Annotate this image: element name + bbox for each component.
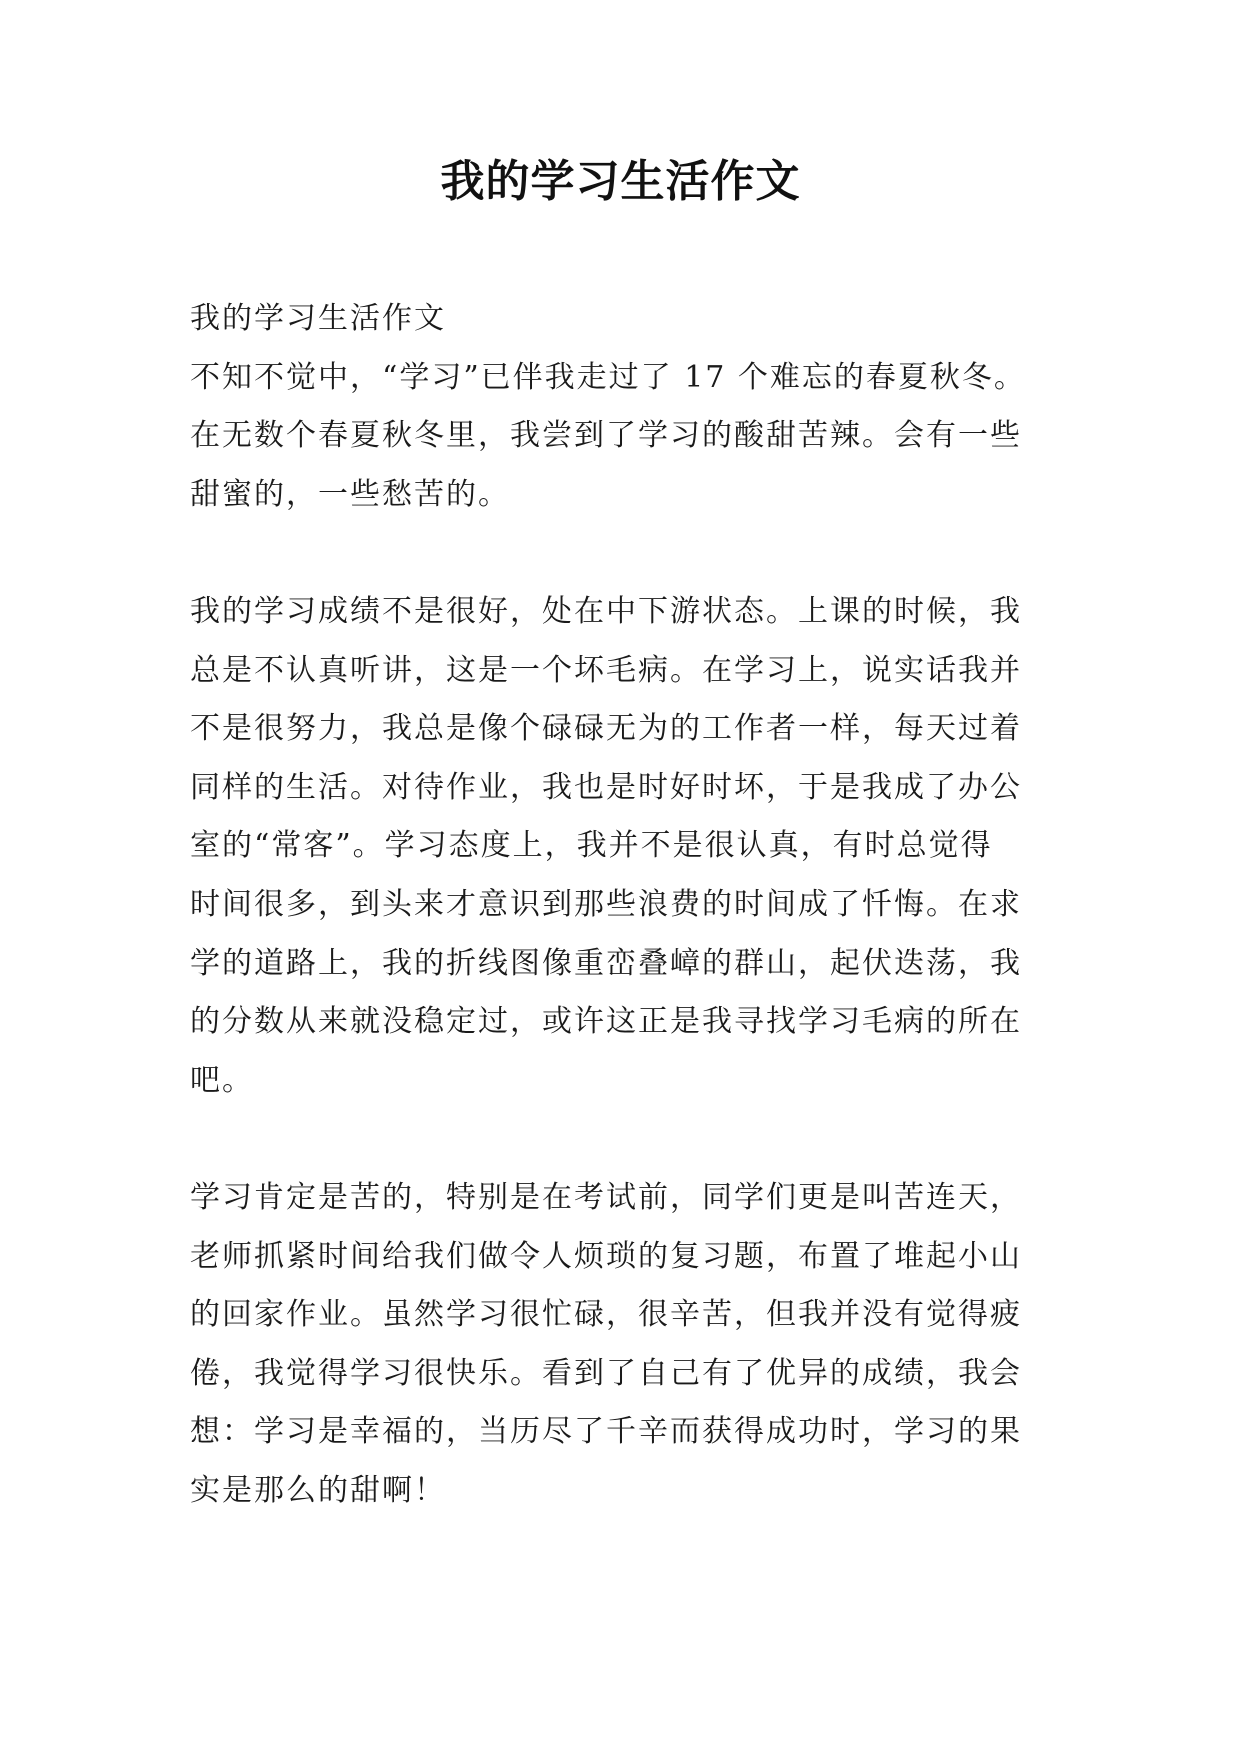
body-line: 在无数个春夏秋冬里，我尝到了学习的酸甜苦辣。会有一些 — [190, 418, 1022, 454]
body-line: 想：学习是幸福的，当历尽了千辛而获得成功时，学习的果 — [190, 1414, 1022, 1450]
body-line: 总是不认真听讲，这是一个坏毛病。在学习上，说实话我并 — [190, 652, 1022, 688]
body-line: 的回家作业。虽然学习很忙碌，很辛苦，但我并没有觉得疲 — [190, 1297, 1022, 1333]
body-line: 我的学习生活作文 — [190, 301, 446, 336]
body-line: 同样的生活。对待作业，我也是时好时坏，于是我成了办公 — [190, 769, 1022, 805]
body-line: 不是很努力，我总是像个碌碌无为的工作者一样，每天过着 — [190, 711, 1022, 747]
body-line: 吧。 — [190, 1062, 254, 1098]
body-line: 时间很多，到头来才意识到那些浪费的时间成了忏悔。在求 — [190, 886, 1022, 922]
document-body — [190, 290, 1070, 1520]
body-line: 不知不觉中，“学习”已伴我走过了 17 个难忘的春夏秋冬。 — [190, 359, 1026, 395]
body-line: 室的“常客”。学习态度上，我并不是很认真，有时总觉得 — [190, 828, 993, 864]
document-title: 我的学习生活作文 — [440, 156, 801, 207]
body-line: 学习肯定是苦的，特别是在考试前，同学们更是叫苦连天， — [190, 1179, 1022, 1215]
paragraph-gap — [190, 1110, 1070, 1169]
body-line: 的分数从来就没稳定过，或许这正是我寻找学习毛病的所在 — [190, 1004, 1022, 1040]
body-line: 甜蜜的，一些愁苦的。 — [190, 476, 510, 512]
body-line: 实是那么的甜啊！ — [190, 1472, 446, 1508]
body-line: 老师抓紧时间给我们做令人烦琐的复习题，布置了堆起小山 — [190, 1238, 1022, 1274]
body-line: 学的道路上，我的折线图像重峦叠嶂的群山，起伏迭荡，我 — [190, 945, 1022, 981]
paragraph-gap — [190, 524, 1070, 583]
body-line: 倦，我觉得学习很快乐。看到了自己有了优异的成绩，我会 — [190, 1355, 1022, 1391]
body-line: 我的学习成绩不是很好，处在中下游状态。上课的时候，我 — [190, 593, 1022, 629]
